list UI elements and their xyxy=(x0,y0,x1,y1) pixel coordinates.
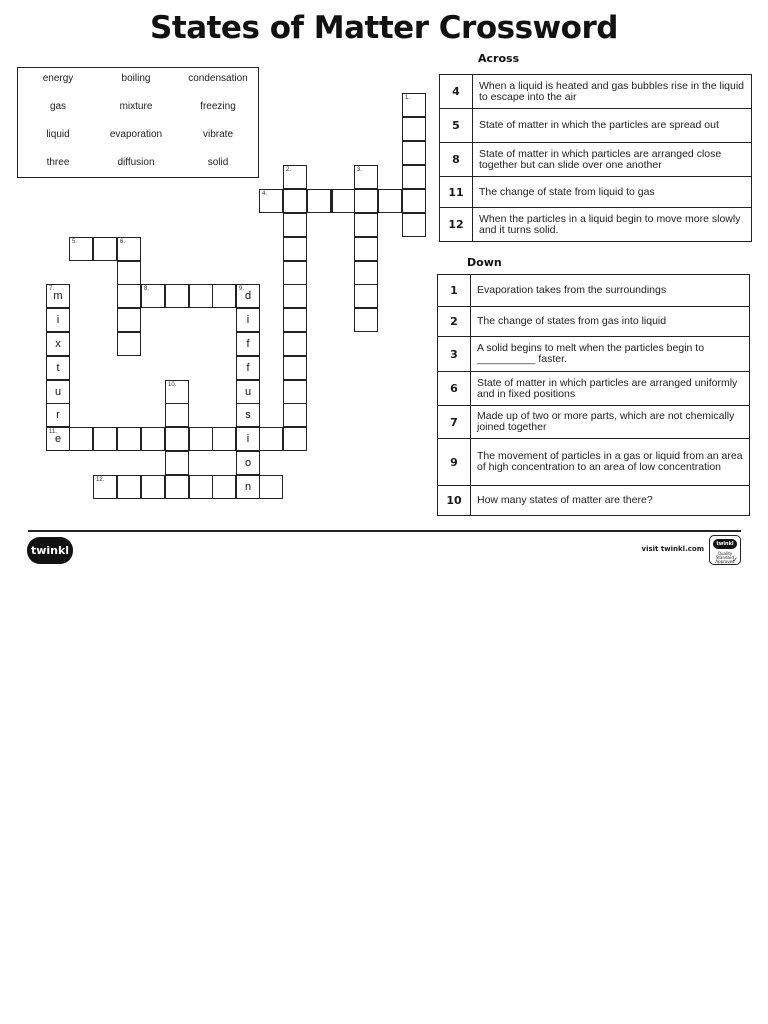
down-heading: Down xyxy=(467,256,502,269)
down-clues-table xyxy=(437,274,750,516)
clue-number: 7 xyxy=(438,406,471,439)
badge-caption: Quality Standard Approved xyxy=(715,551,735,564)
grid-cell[interactable] xyxy=(69,427,93,451)
grid-cell[interactable] xyxy=(189,284,213,308)
grid-cell[interactable] xyxy=(283,308,307,332)
grid-cell[interactable] xyxy=(354,308,378,332)
grid-cell[interactable] xyxy=(93,475,117,499)
grid-cell[interactable] xyxy=(236,475,260,499)
check-icon: ✓ xyxy=(732,556,738,564)
grid-cell[interactable] xyxy=(331,189,355,213)
grid-cell[interactable] xyxy=(46,380,70,404)
grid-cell[interactable] xyxy=(283,189,307,213)
clue-text: When a liquid is heated and gas bubbles rise in the liquid to escape into the air xyxy=(473,75,752,109)
word-bank-item: gas xyxy=(49,101,67,112)
word-bank-item: diffusion xyxy=(117,157,155,168)
clue-text: State of matter in which particles are arranged uniformly and in fixed positions xyxy=(471,372,750,406)
clue-number: 5. xyxy=(72,239,78,245)
clue-row xyxy=(438,307,750,337)
answer-letter: e xyxy=(54,433,62,445)
answer-letter: i xyxy=(56,314,60,326)
word-bank-item: three xyxy=(46,157,70,168)
word-bank-item: mixture xyxy=(119,101,153,112)
grid-cell[interactable] xyxy=(46,284,70,308)
grid-cell[interactable] xyxy=(236,451,260,475)
clue-text: The movement of particles in a gas or liquid from an area of high concentration to an area of low concentration xyxy=(471,439,750,486)
grid-cell[interactable] xyxy=(165,284,189,308)
word-bank-item: freezing xyxy=(200,101,236,112)
grid-cell[interactable] xyxy=(283,356,307,380)
grid-cell[interactable] xyxy=(46,356,70,380)
answer-letter: x xyxy=(55,338,61,350)
grid-cell[interactable] xyxy=(46,427,70,451)
clue-text: When the particles in a liquid begin to move more slowly and it turns solid. xyxy=(473,208,752,242)
clue-text: The change of state from liquid to gas xyxy=(473,177,752,208)
grid-cell[interactable] xyxy=(236,403,260,427)
grid-cell[interactable] xyxy=(283,213,307,237)
clue-number: 1. xyxy=(405,95,411,101)
clue-number: 12. xyxy=(96,477,105,483)
clue-number: 1 xyxy=(438,275,471,307)
clue-number: 2. xyxy=(286,167,292,173)
grid-cell[interactable] xyxy=(212,284,236,308)
clue-row xyxy=(438,486,750,516)
grid-cell[interactable] xyxy=(307,189,331,213)
grid-cell[interactable] xyxy=(189,475,213,499)
grid-cell[interactable] xyxy=(259,189,283,213)
grid-cell[interactable] xyxy=(283,427,307,451)
answer-letter: s xyxy=(245,409,251,421)
clue-number: 4 xyxy=(440,75,473,109)
answer-letter: d xyxy=(244,290,252,302)
clue-number: 8. xyxy=(144,286,150,292)
grid-cell[interactable] xyxy=(354,261,378,285)
word-bank xyxy=(17,67,259,178)
word-bank-item: evaporation xyxy=(109,129,163,140)
twinkl-logo xyxy=(27,537,73,564)
clue-number: 4. xyxy=(262,191,268,197)
badge-brand: twinkl xyxy=(713,539,737,549)
answer-letter: f xyxy=(246,338,250,350)
grid-cell[interactable] xyxy=(117,427,141,451)
grid-cell[interactable] xyxy=(236,332,260,356)
footer-divider xyxy=(28,530,741,532)
grid-cell[interactable] xyxy=(212,427,236,451)
grid-cell[interactable] xyxy=(283,237,307,261)
answer-letter: r xyxy=(56,409,60,421)
logo-text: twinkl xyxy=(30,544,70,557)
across-clues-table xyxy=(439,74,752,242)
grid-cell[interactable] xyxy=(141,284,165,308)
clue-text: How many states of matter are there? xyxy=(471,486,750,516)
grid-cell[interactable] xyxy=(259,475,283,499)
grid-cell[interactable] xyxy=(165,451,189,475)
clue-row xyxy=(440,143,752,177)
grid-cell[interactable] xyxy=(46,308,70,332)
clue-row xyxy=(438,439,750,486)
grid-cell[interactable] xyxy=(93,237,117,261)
word-bank-item: vibrate xyxy=(202,129,233,140)
quality-badge-icon xyxy=(709,535,741,565)
clue-number: 6. xyxy=(120,239,126,245)
clue-row xyxy=(440,109,752,143)
grid-cell[interactable] xyxy=(378,189,402,213)
grid-cell[interactable] xyxy=(165,403,189,427)
word-bank-item: condensation xyxy=(188,73,248,84)
word-bank-item: liquid xyxy=(46,129,70,140)
clue-row xyxy=(438,406,750,439)
grid-cell[interactable] xyxy=(402,117,426,141)
grid-cell[interactable] xyxy=(283,165,307,189)
visit-link[interactable]: visit twinkl.com xyxy=(641,545,704,553)
clue-text: Evaporation takes from the surroundings xyxy=(471,275,750,307)
grid-cell[interactable] xyxy=(283,403,307,427)
grid-cell[interactable] xyxy=(46,332,70,356)
clue-number: 3 xyxy=(438,337,471,372)
grid-cell[interactable] xyxy=(117,308,141,332)
answer-letter: n xyxy=(244,481,252,493)
grid-cell[interactable] xyxy=(189,427,213,451)
answer-letter: m xyxy=(53,290,63,302)
grid-cell[interactable] xyxy=(165,380,189,404)
clue-number: 12 xyxy=(440,208,473,242)
clue-number: 9. xyxy=(239,286,245,292)
grid-cell[interactable] xyxy=(165,427,189,451)
clue-number: 10. xyxy=(168,382,177,388)
grid-cell[interactable] xyxy=(283,380,307,404)
grid-cell[interactable] xyxy=(236,284,260,308)
answer-letter: i xyxy=(246,314,250,326)
clue-row xyxy=(438,372,750,406)
grid-cell[interactable] xyxy=(354,165,378,189)
grid-cell[interactable] xyxy=(354,237,378,261)
clue-text: Made up of two or more parts, which are not chemically joined together xyxy=(471,406,750,439)
clue-row xyxy=(440,75,752,109)
across-heading: Across xyxy=(478,52,520,65)
grid-cell[interactable] xyxy=(283,261,307,285)
grid-cell[interactable] xyxy=(236,308,260,332)
answer-letter: t xyxy=(56,362,60,374)
grid-cell[interactable] xyxy=(402,93,426,117)
clue-number: 5 xyxy=(440,109,473,143)
clue-number: 11 xyxy=(440,177,473,208)
clue-row xyxy=(438,275,750,307)
answer-letter: u xyxy=(244,386,252,398)
grid-cell[interactable] xyxy=(236,380,260,404)
clue-number: 7. xyxy=(49,286,55,292)
grid-cell[interactable] xyxy=(117,332,141,356)
clue-text: The change of states from gas into liquid xyxy=(471,307,750,337)
grid-cell[interactable] xyxy=(236,427,260,451)
grid-cell[interactable] xyxy=(165,475,189,499)
grid-cell[interactable] xyxy=(141,475,165,499)
grid-cell[interactable] xyxy=(117,284,141,308)
clue-text: State of matter in which the particles are spread out xyxy=(473,109,752,143)
grid-cell[interactable] xyxy=(402,141,426,165)
word-bank-item: boiling xyxy=(121,73,151,84)
clue-row xyxy=(440,177,752,208)
answer-letter: u xyxy=(54,386,62,398)
grid-cell[interactable] xyxy=(402,213,426,237)
grid-cell[interactable] xyxy=(117,237,141,261)
clue-number: 2 xyxy=(438,307,471,337)
clue-row xyxy=(438,337,750,372)
page-title: States of Matter Crossword xyxy=(150,10,618,46)
clue-number: 3. xyxy=(357,167,363,173)
clue-number: 8 xyxy=(440,143,473,177)
grid-cell[interactable] xyxy=(283,284,307,308)
grid-cell[interactable] xyxy=(46,403,70,427)
clue-number: 6 xyxy=(438,372,471,406)
grid-cell[interactable] xyxy=(212,475,236,499)
grid-cell[interactable] xyxy=(402,189,426,213)
grid-cell[interactable] xyxy=(93,427,117,451)
answer-letter: o xyxy=(244,457,252,469)
grid-cell[interactable] xyxy=(117,475,141,499)
word-bank-item: energy xyxy=(42,73,74,84)
clue-number: 10 xyxy=(438,486,471,516)
answer-letter: f xyxy=(246,362,250,374)
clue-text: State of matter in which particles are arranged close together but can slide over one another xyxy=(473,143,752,177)
answer-letter: i xyxy=(246,433,250,445)
clue-number: 11. xyxy=(49,429,57,435)
grid-cell[interactable] xyxy=(354,213,378,237)
grid-cell[interactable] xyxy=(141,427,165,451)
clue-text: A solid begins to melt when the particles begin to __________ faster. xyxy=(471,337,750,372)
grid-cell[interactable] xyxy=(402,165,426,189)
grid-cell[interactable] xyxy=(117,261,141,285)
grid-cell[interactable] xyxy=(283,332,307,356)
grid-cell[interactable] xyxy=(354,189,378,213)
clue-number: 9 xyxy=(438,439,471,486)
grid-cell[interactable] xyxy=(236,356,260,380)
clue-row xyxy=(440,208,752,242)
word-bank-item: solid xyxy=(207,157,229,168)
grid-cell[interactable] xyxy=(354,284,378,308)
grid-cell[interactable] xyxy=(259,427,283,451)
grid-cell[interactable] xyxy=(69,237,93,261)
